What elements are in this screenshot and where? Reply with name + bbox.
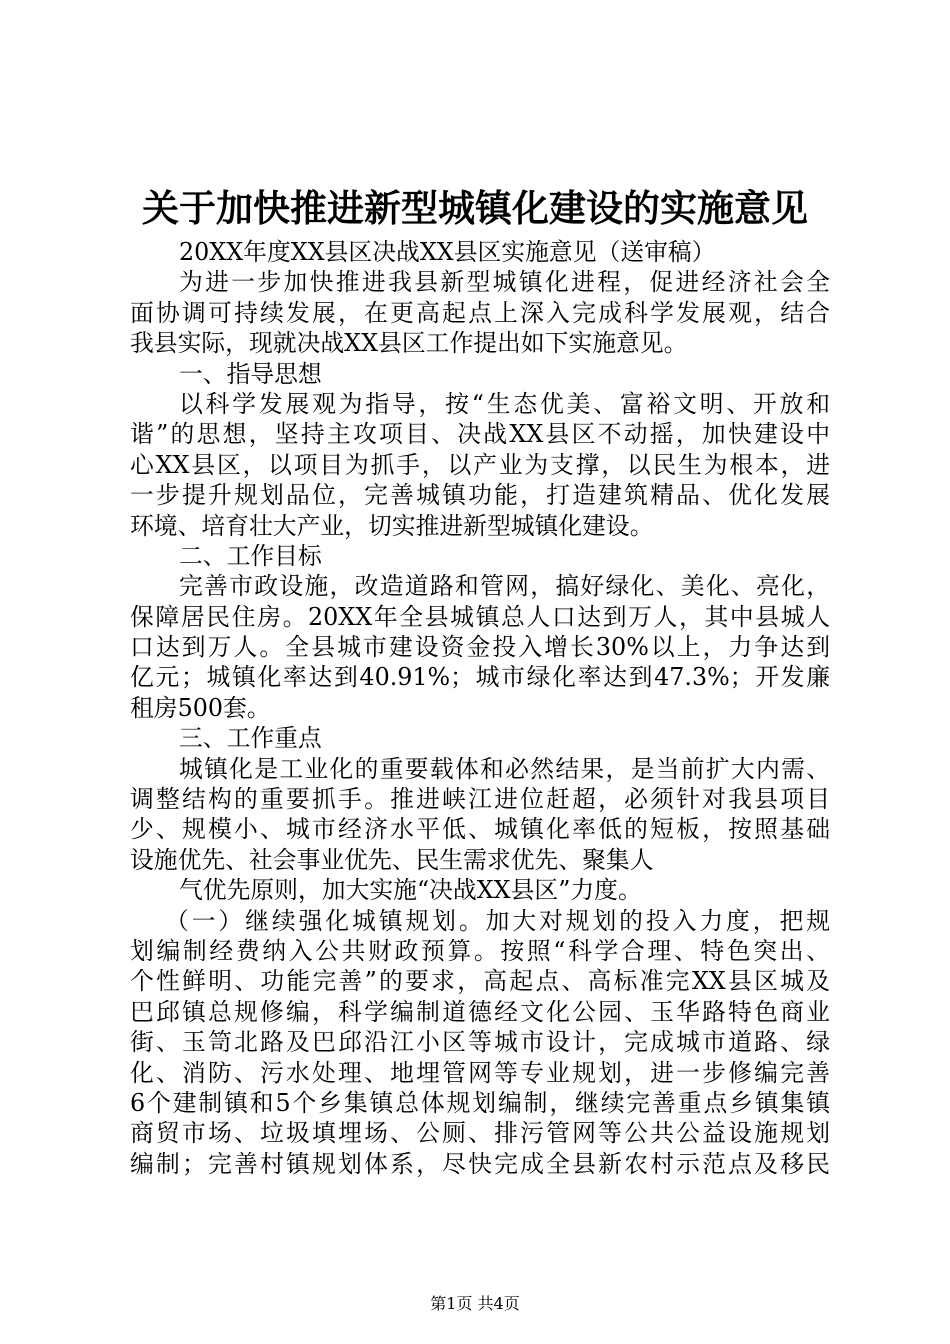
body-line: 6个建制镇和5个乡集镇总体规划编制，继续完善重点乡镇集镇 (130, 1088, 830, 1117)
document-body (130, 237, 830, 1179)
body-line: 三、工作重点 (179, 724, 322, 753)
body-line: 心XX县区，以项目为抓手，以产业为支撑，以民生为根本，进 (130, 450, 830, 479)
body-line: 保障居民住房。20XX年全县城镇总人口达到万人，其中县城人 (130, 602, 830, 631)
body-line: 巴邱镇总规修编，科学编制道德经文化公园、玉华路特色商业 (130, 997, 830, 1026)
page-title: 关于加快推进新型城镇化建设的实施意见 (142, 186, 808, 230)
page-footer: 第1页 共4页 (430, 1294, 520, 1313)
body-line: 编制；完善村镇规划体系，尽快完成全县新农村示范点及移民 (130, 1149, 830, 1178)
body-line: 气优先原则，加大实施“决战XX县区”力度。 (179, 876, 642, 905)
body-line: 环境、培育壮大产业，切实推进新型城镇化建设。 (130, 511, 654, 540)
body-line: 谐”的思想，坚持主攻项目、决战XX县区不动摇，加快建设中 (130, 420, 830, 449)
body-line: 城镇化是工业化的重要载体和必然结果，是当前扩大内需、 (179, 754, 830, 783)
body-line: 少、规模小、城市经济水平低、城镇化率低的短板，按照基础 (130, 815, 830, 844)
body-line: 设施优先、社会事业优先、民生需求优先、聚集人 (130, 845, 654, 874)
body-line: 完善市政设施，改造道路和管网，搞好绿化、美化、亮化， (179, 572, 830, 601)
body-line: 口达到万人。全县城市建设资金投入增长30%以上，力争达到 (130, 633, 830, 662)
body-line: （一）继续强化城镇规划。加大对规划的投入力度，把规 (165, 906, 830, 935)
body-line: 化、消防、污水处理、地埋管网等专业规划，进一步修编完善 (130, 1058, 830, 1087)
body-line: 商贸市场、垃圾填埋场、公厕、排污管网等公共公益设施规划 (130, 1119, 830, 1148)
body-line: 调整结构的重要抓手。推进峡江进位赶超，必须针对我县项目 (130, 785, 830, 814)
body-line: 为进一步加快推进我县新型城镇化进程，促进经济社会全 (179, 268, 830, 297)
body-line: 街、玉笥北路及巴邱沿江小区等城市设计，完成城市道路、绿 (130, 1028, 830, 1057)
body-line: 租房500套。 (130, 693, 271, 722)
body-line: 个性鲜明、功能完善”的要求，高起点、高标准完XX县区城及 (130, 967, 830, 996)
body-line: 一步提升规划品位，完善城镇功能，打造建筑精品、优化发展 (130, 481, 830, 510)
body-line: 我县实际，现就决战XX县区工作提出如下实施意见。 (130, 329, 688, 358)
body-line: 划编制经费纳入公共财政预算。按照“科学合理、特色突出、 (130, 936, 830, 965)
body-line: 一、指导思想 (179, 359, 322, 388)
body-line: 20XX年度XX县区决战XX县区实施意见（送审稿） (179, 238, 716, 266)
body-line: 面协调可持续发展，在更高起点上深入完成科学发展观，结合 (130, 298, 830, 327)
body-line: 亿元；城镇化率达到40.91%；城市绿化率达到47.3%；开发廉 (130, 663, 830, 692)
body-line: 二、工作目标 (179, 541, 322, 570)
body-line: 以科学发展观为指导，按“生态优美、富裕文明、开放和 (179, 389, 830, 418)
